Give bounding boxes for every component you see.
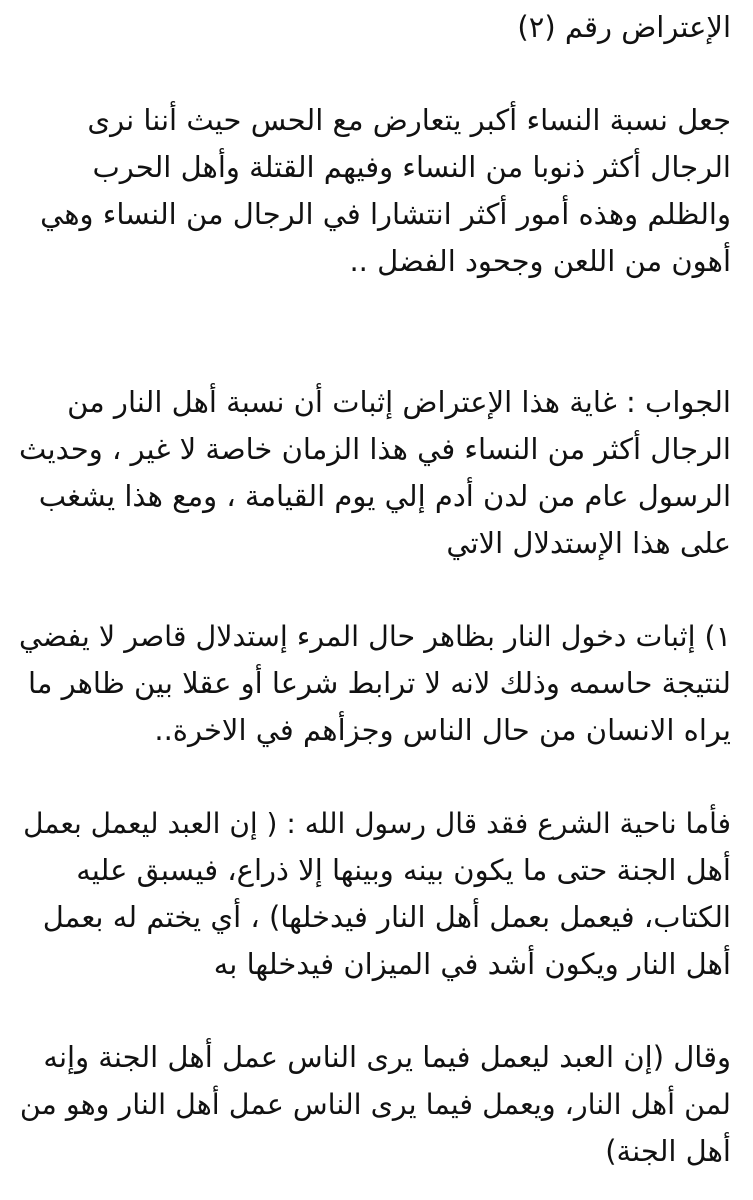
paragraph-line: جعل نسبة النساء أكبر يتعارض مع الحس حيث أننا نرى: [87, 103, 731, 137]
paragraph-line: الرجال أكثر ذنوبا من النساء وفيهم القتلة وأهل الحرب: [92, 150, 731, 184]
paragraph-line: على هذا الإستدلال الاتي: [446, 526, 731, 560]
paragraph-line: وقال (إن العبد ليعمل فيما يرى الناس عمل أهل الجنة وإنه: [43, 1040, 731, 1074]
paragraph-objection: [14, 97, 731, 285]
document-title: [14, 4, 731, 51]
paragraph-answer: [14, 379, 731, 567]
paragraph-sharia-evidence: [14, 800, 731, 988]
paragraph-line: الجواب : غاية هذا الإعتراض إثبات أن نسبة أهل النار من: [67, 385, 731, 419]
paragraph-line: أهون من اللعن وجحود الفضل ..: [349, 244, 731, 278]
paragraph-line: أهل الجنة): [605, 1134, 731, 1168]
paragraph-line: يراه الانسان من حال الناس وجزأهم في الاخرة..: [154, 713, 731, 747]
paragraph-line: الكتاب، فيعمل بعمل أهل النار فيدخلها) ، أي يختم له بعمل: [42, 900, 731, 934]
paragraph-line: أهل النار ويكون أشد في الميزان فيدخلها به: [213, 947, 731, 981]
title-line: الإعتراض رقم (٢): [517, 10, 731, 44]
paragraph-line: أهل الجنة حتى ما يكون بينه وبينها إلا ذراع، فيسبق عليه: [76, 853, 731, 887]
paragraph-line: والظلم وهذه أمور أكثر انتشارا في الرجال من النساء وهي: [40, 197, 731, 231]
paragraph-hadith-quote: [14, 1034, 731, 1175]
paragraph-line: الرسول عام من لدن أدم إلي يوم القيامة ، ومع هذا يشغب: [38, 479, 731, 513]
paragraph-line: فأما ناحية الشرع فقد قال رسول الله : ( إن العبد ليعمل بعمل: [23, 807, 731, 840]
paragraph-line: الرجال أكثر من النساء في هذا الزمان خاصة لا غير ، وحديث: [19, 432, 731, 466]
paragraph-point-one: [14, 613, 731, 754]
paragraph-line: ١) إثبات دخول النار بظاهر حال المرء إستدلال قاصر لا يفضي: [19, 620, 731, 653]
paragraph-line: لمن أهل النار، ويعمل فيما يرى الناس عمل أهل النار وهو من: [19, 1088, 731, 1121]
paragraph-line: لنتيجة حاسمه وذلك لانه لا ترابط شرعا أو عقلا بين ظاهر ما: [27, 666, 731, 700]
